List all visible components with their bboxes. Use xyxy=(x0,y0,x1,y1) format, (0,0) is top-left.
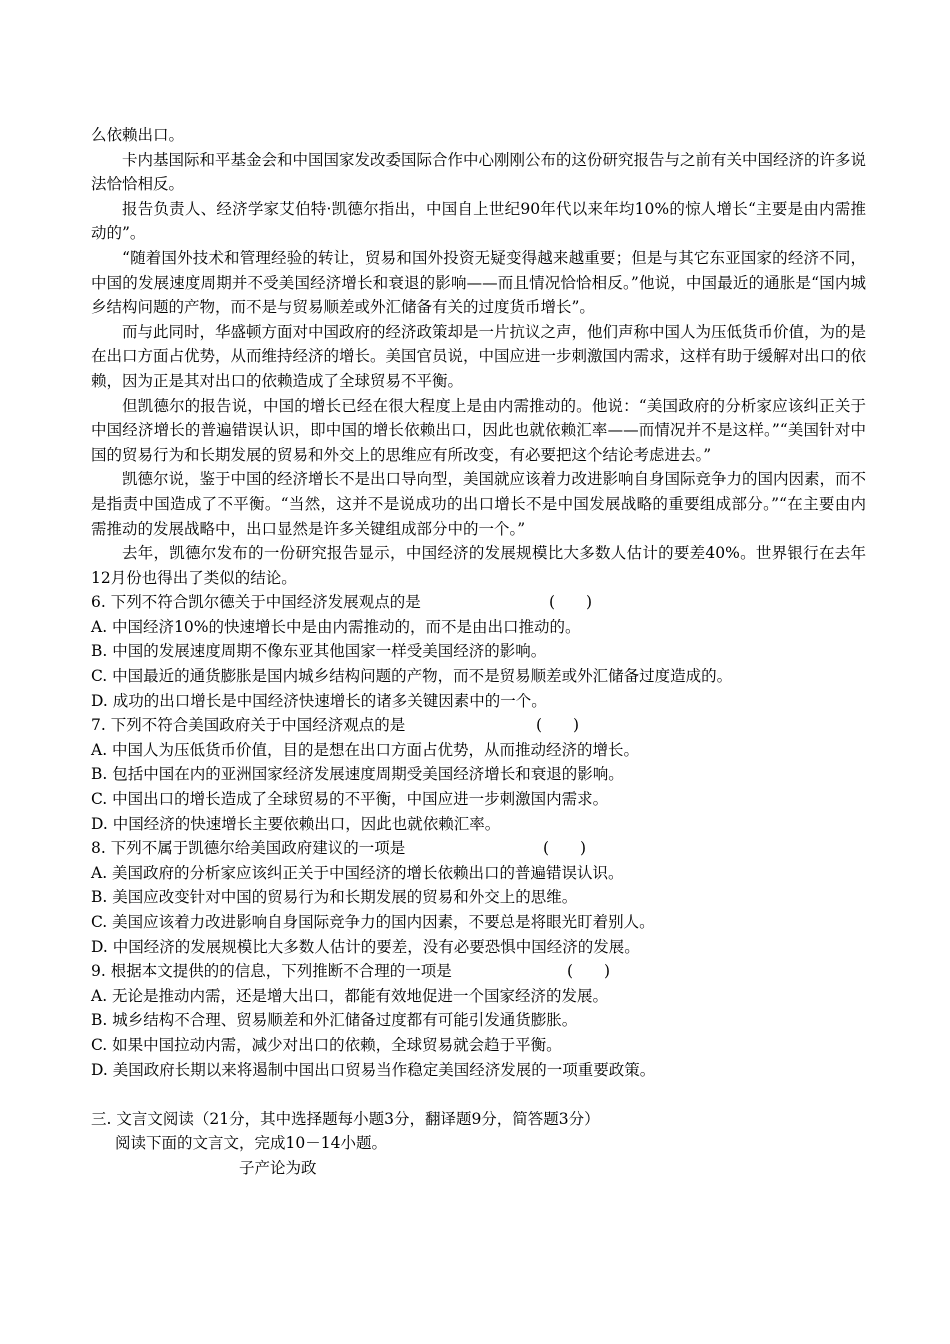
question-option: D. 中国经济的快速增长主要依赖出口，因此也就依赖汇率。 xyxy=(91,814,501,833)
document-content xyxy=(91,123,866,1181)
answer-parentheses: ( ) xyxy=(567,962,611,981)
section-instruction: 阅读下面的文言文，完成10－14小题。 xyxy=(115,1134,387,1153)
question-option: B. 包括中国在内的亚洲国家经济发展速度周期受美国经济增长和衰退的影响。 xyxy=(91,765,624,784)
question-option: C. 美国应该着力改进影响自身国际竞争力的国内因素，不要总是将眼光盯着别人。 xyxy=(91,913,655,931)
passage-paragraph: 凯德尔说，鉴于中国的经济增长不是出口导向型，美国就应该着力改进影响自身国际竞争力的国内因素，而不是指责中国造成了不平衡。“当然，这并不是说成功的出口增长不是中国发展战略的重要组成部分。”“在主要由内需推动的发展战略中，出口显然是许多关键组成部分中的一个。” xyxy=(91,470,867,538)
question-7 xyxy=(91,713,866,836)
blank-line xyxy=(91,1082,866,1107)
question-option: C. 如果中国拉动内需，减少对出口的依赖，全球贸易就会趋于平衡。 xyxy=(91,1035,562,1054)
passage-paragraph: 但凯德尔的报告说，中国的增长已经在很大程度上是由内需推动的。他说：“美国政府的分析家应该纠正关于中国经济增长的普遍错误认识，即中国的增长依赖出口，因此也就依赖汇率——而情况并不是这样。”“美国针对中国的贸易行为和长期发展的贸易和外交上的思维应有所改变，有必要把这个结论考虑进去。” xyxy=(91,396,866,464)
question-option: A. 美国政府的分析家应该纠正关于中国经济的增长依赖出口的普遍错误认识。 xyxy=(91,863,624,882)
answer-parentheses: ( ) xyxy=(549,593,593,612)
question-option: A. 中国人为压低货币价值，目的是想在出口方面占优势，从而推动经济的增长。 xyxy=(91,740,640,759)
question-option: D. 美国政府长期以来将遏制中国出口贸易当作稳定美国经济发展的一项重要政策。 xyxy=(91,1060,656,1079)
question-8 xyxy=(91,836,866,959)
passage-paragraph: 去年，凯德尔发布的一份研究报告显示，中国经济的发展规模比大多数人估计的要差40%。世界银行在去年12月份也得出了类似的结论。 xyxy=(91,544,866,587)
passage-paragraph: 么依赖出口。 xyxy=(91,126,185,144)
question-stem-text: 6. 下列不符合凯尔德关于中国经济发展观点的是 xyxy=(91,593,421,612)
question-option: D. 中国经济的发展规模比大多数人估计的要差，没有必要恐惧中国经济的发展。 xyxy=(91,937,640,956)
question-stem xyxy=(91,713,866,738)
question-stem xyxy=(91,836,866,861)
question-option: B. 城乡结构不合理、贸易顺差和外汇储备过度都有可能引发通货膨胀。 xyxy=(91,1011,578,1030)
question-9 xyxy=(91,959,866,1082)
question-option: B. 中国的发展速度周期不像东亚其他国家一样受美国经济的影响。 xyxy=(91,642,547,661)
answer-parentheses: ( ) xyxy=(536,716,580,735)
question-stem-text: 8. 下列不属于凯德尔给美国政府建议的一项是 xyxy=(91,839,406,858)
question-option: A. 无论是推动内需，还是增大出口，都能有效地促进一个国家经济的发展。 xyxy=(91,986,609,1005)
question-option: B. 美国应改变针对中国的贸易行为和长期发展的贸易和外交上的思维。 xyxy=(91,888,578,907)
question-option: A. 中国经济10%的快速增长中是由内需推动的，而不是由出口推动的。 xyxy=(91,617,581,636)
question-option: C. 中国出口的增长造成了全球贸易的不平衡，中国应进一步刺激国内需求。 xyxy=(91,790,609,809)
answer-parentheses: ( ) xyxy=(543,839,587,858)
passage-paragraph: “随着国外技术和管理经验的转让，贸易和国外投资无疑变得越来越重要；但是与其它东亚国家的经济不同，中国的发展速度周期并不受美国经济增长和衰退的影响——而且情况恰恰相反。”他说，中国最近的通胀是“国内城乡结构问题的产物，而不是与贸易顺差或外汇储备有关的过度货币增长”。 xyxy=(91,248,866,317)
question-stem xyxy=(91,959,866,984)
passage-paragraph: 卡内基国际和平基金会和中国国家发改委国际合作中心刚刚公布的这份研究报告与之前有关中国经济的许多说法恰恰相反。 xyxy=(91,150,867,194)
question-stem xyxy=(91,590,866,615)
passage-paragraph: 而与此同时，华盛顿方面对中国政府的经济政策却是一片抗议之声，他们声称中国人为压低货币价值，为的是在出口方面占优势，从而维持经济的增长。美国官员说，中国应进一步刺激国内需求，这样有助于缓解对出口的依赖，因为正是其对出口的依赖造成了全球贸易不平衡。 xyxy=(91,322,867,390)
question-6 xyxy=(91,590,866,713)
section-heading: 三. 文言文阅读（21分，其中选择题每小题3分，翻译题9分，简答题3分） xyxy=(91,1109,600,1128)
question-option: D. 成功的出口增长是中国经济快速增长的诸多关键因素中的一个。 xyxy=(91,691,547,710)
classical-text-title: 子产论为政 xyxy=(239,1158,317,1177)
passage-paragraph: 报告负责人、经济学家艾伯特·凯德尔指出，中国自上世纪90年代以来年均10%的惊人增长“主要是由内需推动的”。 xyxy=(91,199,866,243)
question-option: C. 中国最近的通货膨胀是国内城乡结构问题的产物，而不是贸易顺差或外汇储备过度造成的。 xyxy=(91,667,733,686)
question-stem-text: 7. 下列不符合美国政府关于中国经济观点的是 xyxy=(91,716,406,735)
question-stem-text: 9. 根据本文提供的的信息，下列推断不合理的一项是 xyxy=(91,962,452,981)
